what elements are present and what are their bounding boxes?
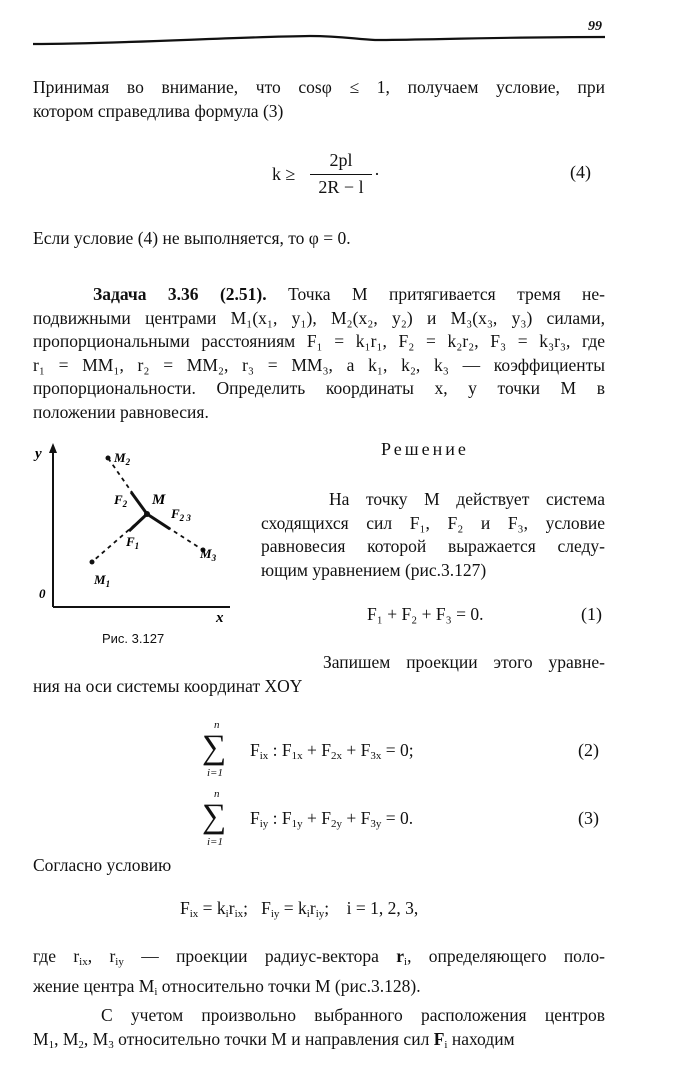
paragraph-condition <box>33 227 605 251</box>
task-title: Задача 3.36 (2.51). <box>93 284 267 304</box>
text-line: Запишем проекции этого уравне- <box>323 652 605 672</box>
text-line: ния на оси системы координат XOY <box>33 675 303 696</box>
equation-number: (3) <box>578 808 599 828</box>
label-origin: 0 <box>39 586 46 601</box>
equation-number: (1) <box>581 604 602 624</box>
label-x: x <box>216 610 224 625</box>
sum-symbol: ∑ <box>202 798 227 835</box>
text-line: где $r_{ix}$, $r_{iy}$ — проекции радиус-вектора $r_i$, определяющего поло- <box>33 946 606 968</box>
label-m3: $M_3$ <box>200 546 217 563</box>
formula-lhs: k ≥ <box>272 164 296 184</box>
label-f2: $F_2$ <box>114 492 128 509</box>
figure-caption: Рис. 3.127 <box>102 631 165 646</box>
equation-1: F₁ + F₂ + F₃ = 0. <box>367 604 484 624</box>
equation-3: $F_{iy}$ : $F_{1y} + F_{2y} + F_{3y} = 0$. <box>250 808 414 830</box>
text-line: На точку М действует система <box>329 489 605 509</box>
force-f1-vector <box>129 514 147 531</box>
text-line: сходящихся сил F₁, F₂ и F₃, условие <box>261 512 605 533</box>
solution-text <box>261 488 605 582</box>
figure-3-127 <box>30 440 245 625</box>
force-f3-vector <box>147 514 170 529</box>
text-line: $M_1$, $M_2$, $M_3$ относительно точки М и направления сил $F_i$ находим <box>33 1028 515 1051</box>
final-text <box>33 945 605 1057</box>
sum-upper-limit: n <box>214 719 220 731</box>
sum-symbol: ∑ <box>202 729 227 766</box>
formula-tail: · <box>374 164 380 184</box>
force-f2-vector <box>131 492 147 514</box>
text-line: пропорциональности. Определить координаты x, y точки М в <box>33 378 605 398</box>
label-m1: $M_1$ <box>94 572 111 589</box>
solution-heading: Решение <box>381 439 469 459</box>
text-line: пропорциональными расстояниям F₁ = k₁r₁, F₂ = k₂r₂, F₃ = k₃r₃, где <box>33 331 605 351</box>
point-m <box>144 511 150 517</box>
equation-number: (4) <box>570 162 591 182</box>
fraction-numerator: 2pl <box>329 150 353 170</box>
fraction-denominator: 2R − l <box>318 177 364 197</box>
label-f1: $F_1$ <box>126 534 140 551</box>
condition-intro <box>33 854 605 878</box>
text-line: положении равновесия. <box>33 401 209 422</box>
label-m2: $M_2$ <box>114 450 131 467</box>
text-line: подвижными центрами M₁(x₁, y₁), M₂(x₂, y₂) и M₃(x₃, y₃) силами, <box>33 307 605 328</box>
text-line: Согласно условию <box>33 855 172 875</box>
text-line: r₁ = MM₁, r₂ = MM₂, r₃ = MM₃, а k₁, k₂, k₃ — коэффициенты <box>33 354 605 375</box>
point-m1 <box>90 560 95 565</box>
text-line: ющим уравнением (рис.3.127) <box>261 559 487 580</box>
condition-formula: $F_{ix} = k_ir_{ix}$; $F_{iy} = k_ir_{iy}$; i = 1, 2, 3, <box>180 898 419 920</box>
sum-upper-limit: n <box>214 788 220 800</box>
text-line: Точка М притягивается тремя не- <box>288 284 606 304</box>
projection-text <box>33 651 605 698</box>
equation-number: (2) <box>578 740 599 760</box>
paragraph-intro <box>33 76 605 123</box>
task-statement <box>33 283 605 424</box>
label-f3: $F_{2 3}$ <box>171 506 191 523</box>
fraction-bar <box>310 174 372 175</box>
text-line: жение центра $M_i$ относительно точки М (рис.3.128). <box>33 975 421 998</box>
text-line: С учетом произвольно выбранного расположения центров <box>101 1005 605 1025</box>
text-line: равновесия которой выражается следу- <box>261 536 605 556</box>
text-line: Принимая во внимание, что cosφ ≤ 1, получаем условие, при <box>33 77 605 97</box>
sum-lower-limit: i=1 <box>207 767 223 779</box>
formula-4 <box>272 150 392 206</box>
sum-lower-limit: i=1 <box>207 836 223 848</box>
header-rule <box>0 0 680 60</box>
page-number: 99 <box>588 19 602 34</box>
text-line: котором справедлива формула (3) <box>33 100 284 121</box>
equation-2: $F_{ix}$ : $F_{1x} + F_{2x} + F_{3x} = 0$; <box>250 740 414 762</box>
label-m: M <box>152 492 166 508</box>
y-axis-arrow <box>49 443 57 453</box>
text-line: Если условие (4) не выполняется, то φ = 0. <box>33 228 351 248</box>
point-m2 <box>106 456 111 461</box>
label-y: y <box>35 446 42 462</box>
